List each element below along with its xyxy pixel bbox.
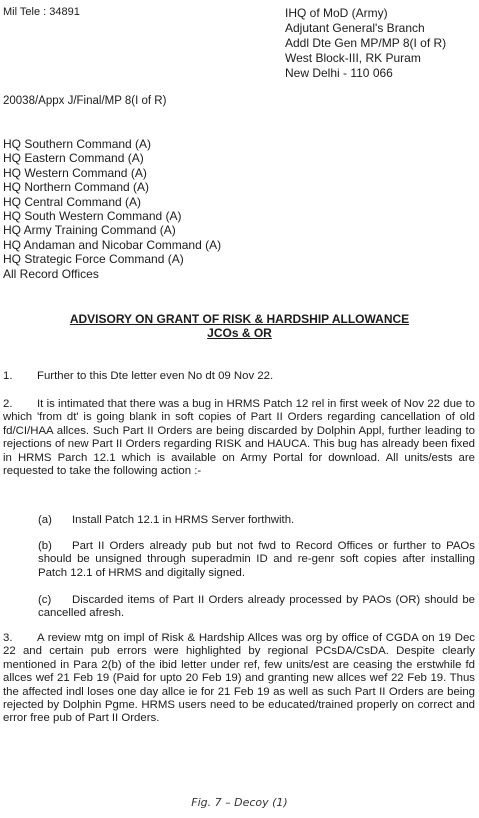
paragraph-text: A review mtg on impl of Risk & Hardship Allces was org by office of CGDA on 19 Dec 22 and certain pub errors were highlighted by regional PCsDA/CsDA. Despite clearly mentioned in Para 2(b) of the ibid letter under ref, few units/est are ceasing the erstwhile fd allces wef 21 Feb 19 (Paid for upto 20 Feb 19) and granting new allces wef 22 Feb 19. Thus the affected indl loses one day allce ie for 21 Feb 19 as well as such Part II Orders are being rejected by Dolphin Pgme. HRMS users need to be educated/trained properly on correct and error free pub of Part II Orders.	[3, 632, 475, 725]
paragraph-text: Further to this Dte letter even No dt 09 Nov 22.	[37, 370, 274, 382]
paragraph-number: 3.	[3, 632, 13, 644]
paragraph-3	[3, 632, 475, 726]
paragraph-number: 1.	[3, 370, 13, 382]
sender-address	[285, 6, 446, 81]
address-line: Addl Dte Gen MP/MP 8(I of R)	[285, 36, 447, 50]
paragraph-number: 2.	[3, 398, 13, 410]
sub-item-a	[38, 514, 475, 527]
advisory-title: ADVISORY ON GRANT OF RISK & HARDSHIP ALLOWANCE	[69, 312, 410, 326]
address-line: Adjutant General's Branch	[285, 21, 425, 35]
item-label: (c)	[38, 594, 52, 606]
paragraph-1	[3, 370, 475, 383]
item-text: Part II Orders already pub but not fwd to Record Offices or further to PAOs should be unsigned through superadmin ID and re-genr soft copies after installing Patch 12.1 of HRMS and digitally signed.	[38, 540, 475, 579]
sub-item-b	[38, 540, 475, 580]
address-line: West Block-III, RK Puram	[285, 51, 421, 65]
recipient-item: HQ South Western Command (A)	[3, 209, 182, 224]
recipient-list	[3, 137, 221, 281]
recipient-item: All Record Offices	[3, 266, 99, 281]
recipient-item: HQ Army Training Command (A)	[3, 223, 176, 238]
sub-item-c	[38, 594, 475, 621]
figure-caption: Fig. 7 – Decoy (1)	[191, 796, 288, 809]
reference-number: 20038/Appx J/Final/MP 8(I of R)	[3, 95, 167, 107]
advisory-subtitle: JCOs & OR	[207, 326, 272, 340]
mil-tele: Mil Tele : 34891	[3, 6, 80, 18]
recipient-item: HQ Northern Command (A)	[3, 180, 150, 195]
recipient-item: HQ Central Command (A)	[3, 194, 142, 209]
item-text: Discarded items of Part II Orders already processed by PAOs (OR) should be cancelled afresh.	[38, 594, 475, 620]
recipient-item: HQ Southern Command (A)	[3, 137, 152, 151]
recipient-item: HQ Andaman and Nicobar Command (A)	[3, 237, 222, 252]
paragraph-text: It is intimated that there was a bug in HRMS Patch 12 rel in first week of Nov 22 due to which 'from dt' is going blank in soft copies of Part II Orders regarding cancellation of old fd/CI/HAA allces. Such Part II Orders are being discarded by Dolphin Appl, further leading to rejections of new Part II Orders regarding RISK and HAUCA. This bug has already been fixed in HRMS Parch 12.1 which is available on Army Portal for download. All units/ests are requested to take the following action :-	[3, 398, 475, 478]
paragraph-2	[3, 398, 475, 478]
item-label: (b)	[38, 540, 52, 552]
recipient-item: HQ Western Command (A)	[3, 165, 147, 180]
recipient-item: HQ Strategic Force Command (A)	[3, 252, 184, 267]
item-label: (a)	[38, 514, 52, 526]
recipient-item: HQ Eastern Command (A)	[3, 151, 144, 166]
address-line: New Delhi - 110 066	[285, 66, 393, 80]
item-text: Install Patch 12.1 in HRMS Server forthwith.	[72, 514, 295, 526]
address-line: IHQ of MoD (Army)	[285, 6, 388, 20]
